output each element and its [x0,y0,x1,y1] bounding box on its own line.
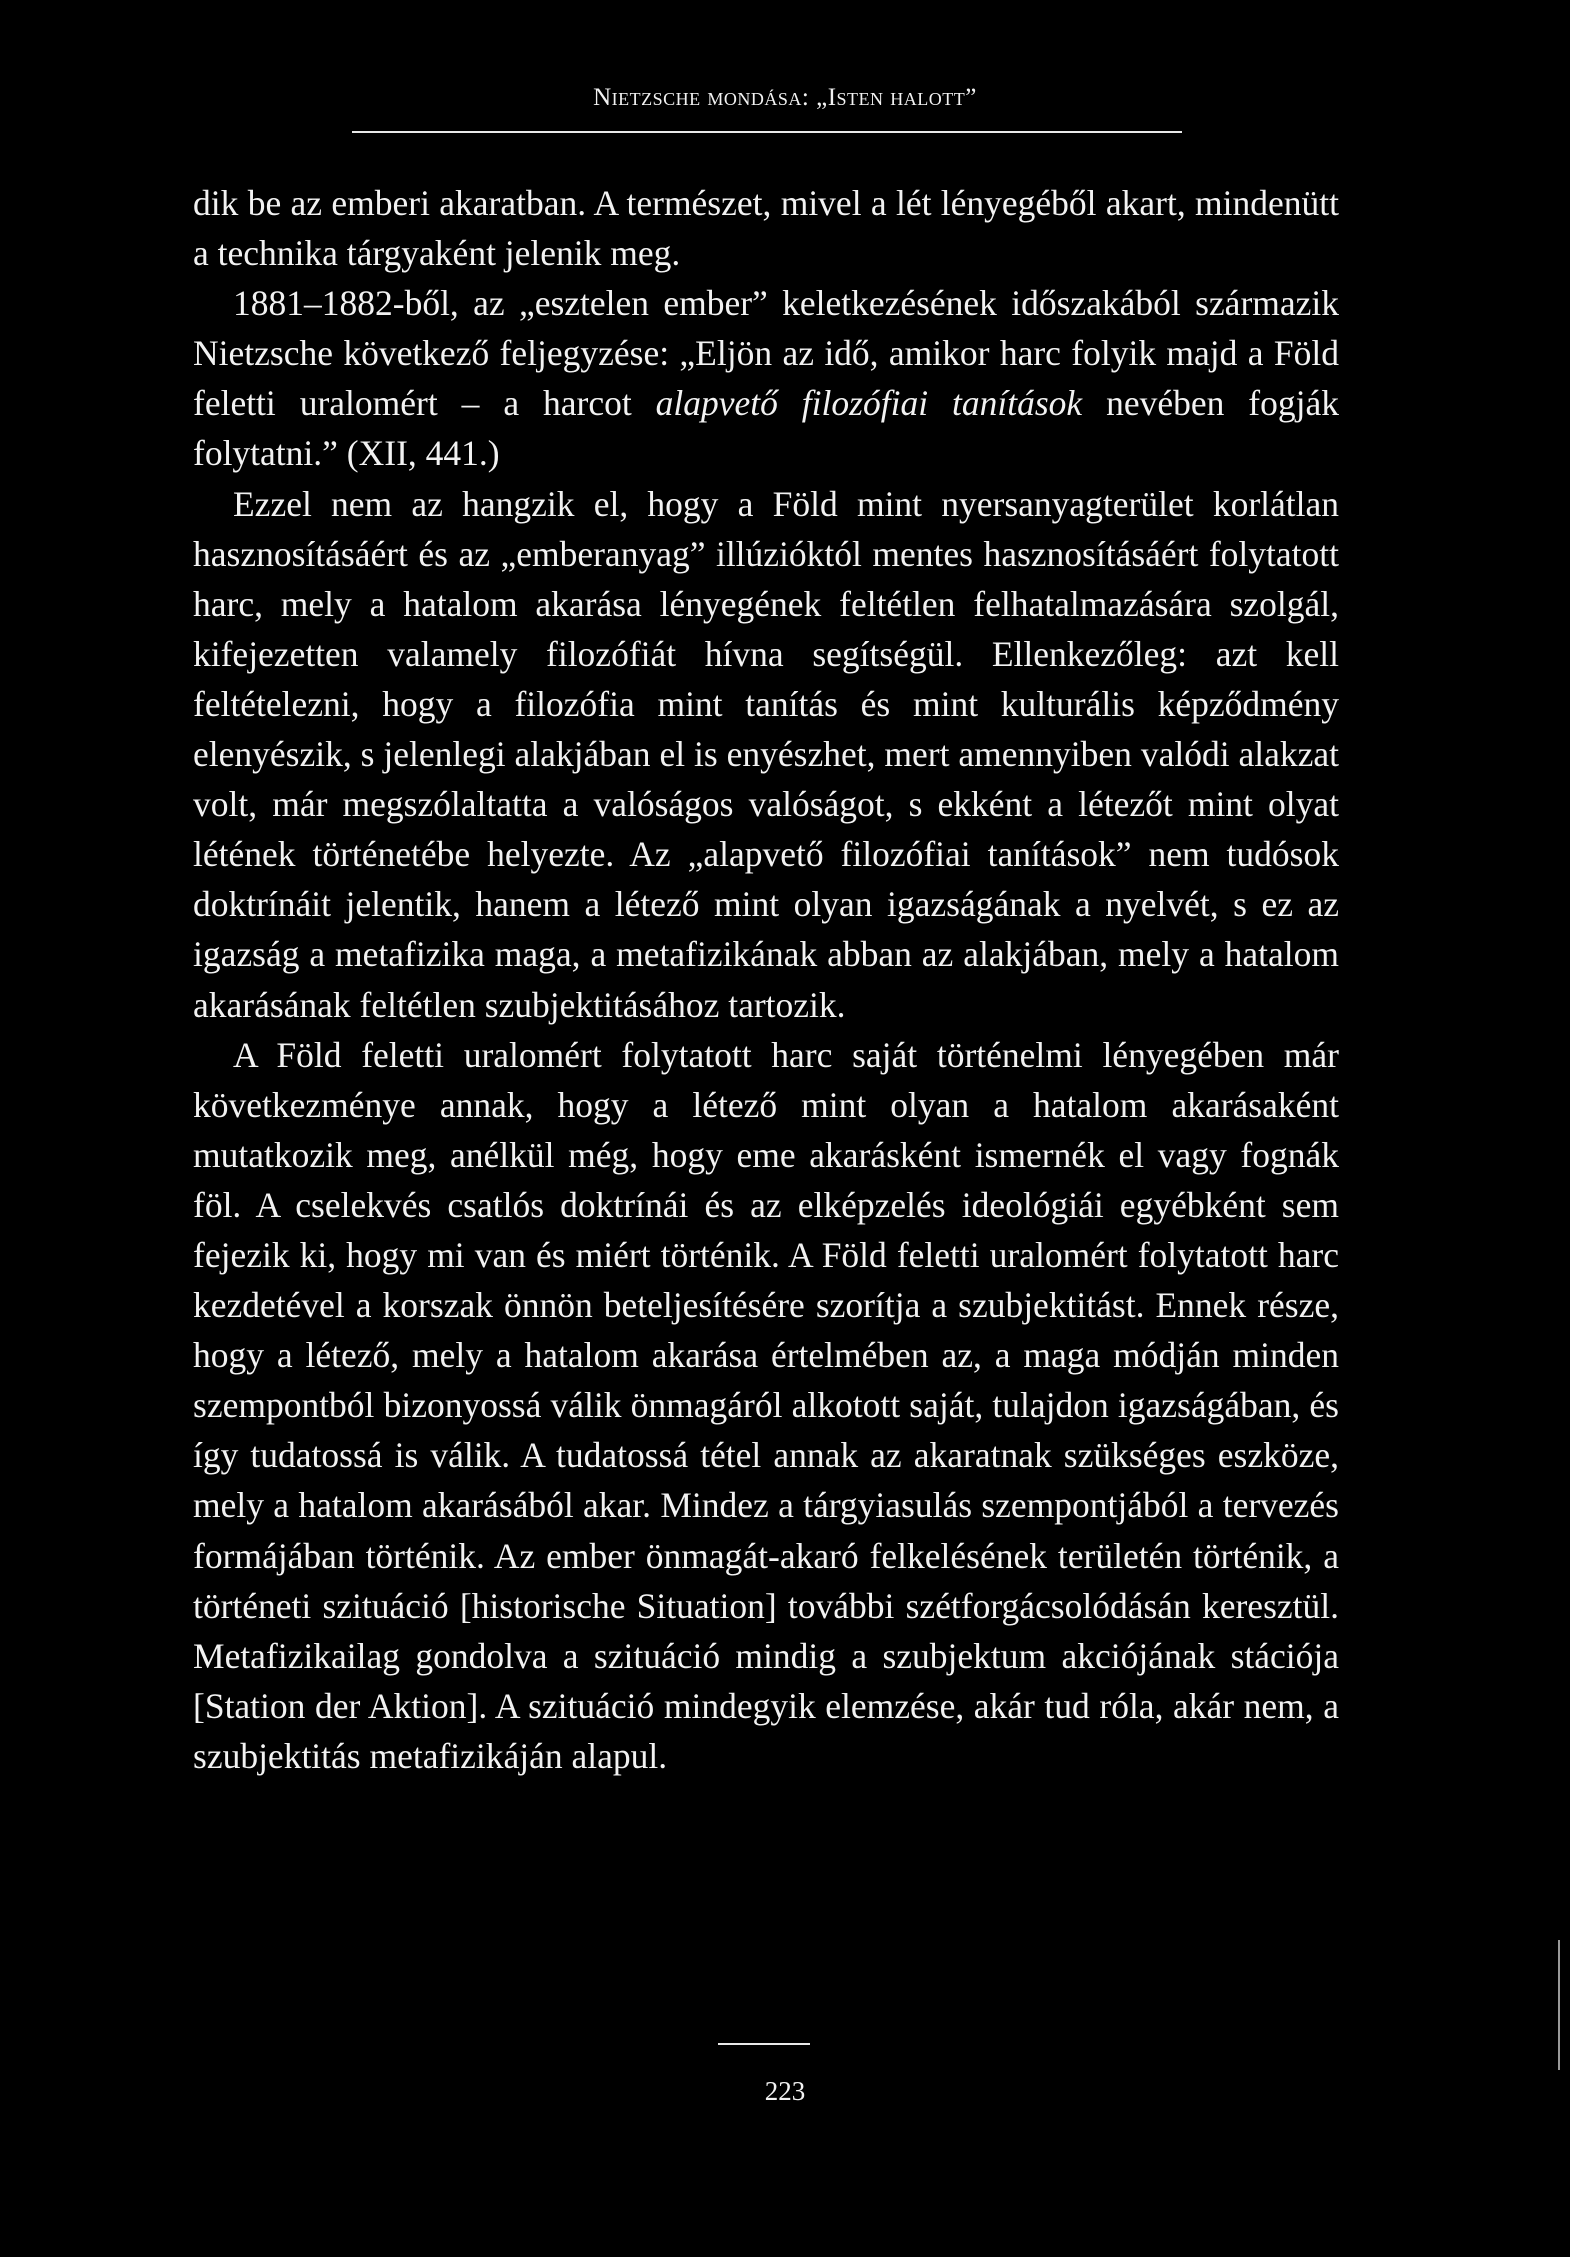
paragraph-2-text-before: 1881–1882-ből, az „esztelen ember” keletkezésének időszakából származik Nietzsche következő feljegyzése: „Eljön az idő, amikor harc folyik majd a Föld feletti uralomért – a harcot [193,283,1339,424]
paragraph-2 [193,278,1339,478]
scan-edge-mark [1558,1940,1560,2070]
header-rule [352,131,1182,133]
paragraph-3: Ezzel nem az hangzik el, hogy a Föld mint nyersanyagterület korlátlan hasznosításáért és az „emberanyag” illúzióktól mentes hasznosításáért folytatott harc, mely a hatalom akarása lényegének feltétlen felhatalmazására szolgál, kifejezetten valamely filozófiát hívna segítségül. Ellenkezőleg: azt kell feltételezni, hogy a filozófia mint tanítás és mint kulturális képződmény elenyészik, s jelenlegi alakjában el is enyészhet, mert amennyiben valódi alakzat volt, már megszólaltatta a valóságos valóságot, s ekként a létezőt mint olyat létének történetébe helyezte. Az „alapvető filozófiai tanítások” nem tudósok doktrínáit jelentik, hanem a létező mint olyan igazságának a nyelvét, s ez az igazság a metafizika maga, a metafizikának abban az alakjában, mely a hatalom akarásának feltétlen szubjektitásához tartozik. [193,483,1339,1025]
paragraph-2-text-after: nevében fogják folytatni.” (XII, 441.) [193,383,1339,474]
paragraph-1: dik be az emberi akaratban. A természet, mivel a lét lényegéből akart, mindenütt a technika tárgyaként jelenik meg. [193,183,1339,274]
running-head: Nietzsche mondása: „Isten halott” [593,84,977,111]
footer-rule [718,2043,810,2045]
paragraph-2-italic-phrase: alapvető filozófiai tanítások [655,383,1083,424]
body-text [193,178,1339,1781]
paragraph-4: A Föld feletti uralomért folytatott harc saját történelmi lényegében már következménye annak, hogy a létező mint olyan a hatalom akarásaként mutatkozik meg, anélkül még, hogy eme akarásként ismernék el vagy fognák föl. A cselekvés csatlós doktrínái és az elképzelés ideológiái egyébként sem fejezik ki, hogy mi van és miért történik. A Föld feletti uralomért folytatott harc kezdetével a korszak önnön beteljesítésére szorítja a szubjektitást. Ennek része, hogy a létező, mely a hatalom akarása értelmében az, a maga módján minden szempontból bizonyossá válik önmagáról alkotott saját, tulajdon igazságában, és így tudatossá is válik. A tudatossá tétel annak az akaratnak szükséges eszköze, mely a hatalom akarásából akar. Mindez a tárgyiasulás szempontjából a tervezés formájában történik. Az ember önmagát-akaró felkelésének területén történik, a történeti szituáció [historische Situation] további szétforgácsolódásán keresztül. Metafizikailag gondolva a szituáció mindig a szubjektum akciójának stációja [Station der Aktion]. A szituáció mindegyik elemzése, akár tud róla, akár nem, a szubjektitás metafizikáján alapul. [193,1034,1339,1776]
page-number: 223 [764,2076,806,2106]
